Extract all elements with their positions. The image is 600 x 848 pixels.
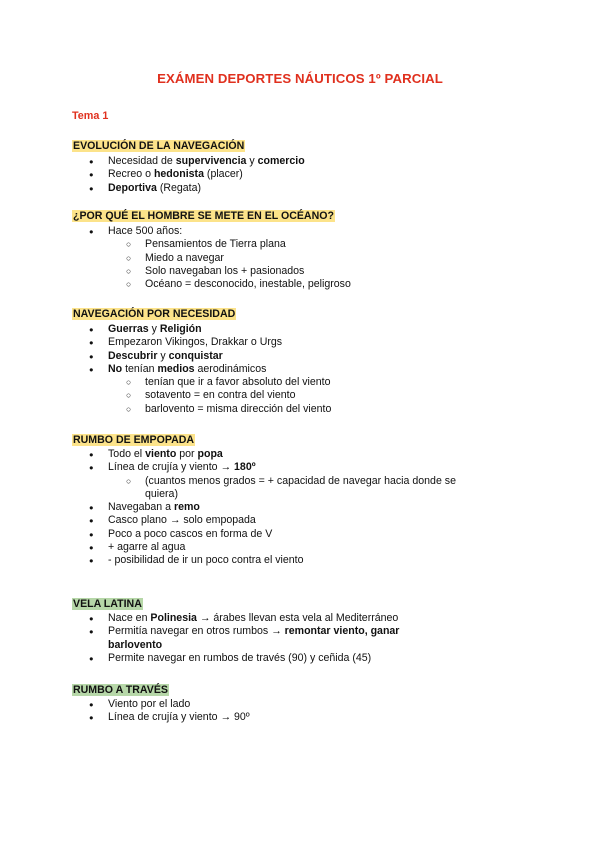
text-span: - posibilidad de ir un poco contra el viento — [108, 554, 304, 567]
list-item — [0, 323, 600, 336]
text-span: Solo navegaban los + pasionados — [145, 264, 305, 277]
text-span: Línea de crujía y viento → 90º — [108, 711, 250, 724]
document-title: EXÁMEN DEPORTES NÁUTICOS 1º PARCIAL — [157, 71, 443, 86]
list-item — [0, 501, 600, 514]
text-span: Viento por el lado — [108, 698, 191, 710]
bold-text: popa — [197, 448, 223, 460]
text-span: Permite navegar en rumbos de través (90) y ceñida (45) — [108, 651, 372, 664]
list-item — [0, 225, 600, 238]
text-span: (cuantos menos grados = + capacidad de navegar hacia donde se quiera) — [145, 474, 456, 500]
text-span: Todo el — [108, 448, 146, 460]
list-item — [0, 182, 600, 195]
bold-text: No — [108, 362, 123, 375]
text-span: Pensamientos de Tierra plana — [145, 238, 286, 251]
list-item — [0, 528, 600, 541]
bold-text: medios — [157, 362, 195, 375]
text-span: sotavento = en contra del viento — [145, 389, 296, 402]
text-span: + agarre al agua — [108, 541, 186, 554]
list-item — [0, 168, 600, 181]
bold-text: Polinesia — [150, 612, 197, 624]
bold-text: supervivencia — [175, 155, 247, 167]
topic-label: Tema 1 — [72, 110, 109, 122]
section-heading: RUMBO DE EMPOPADA — [73, 434, 195, 446]
section-heading: VELA LATINA — [73, 598, 142, 610]
sub-list-item — [0, 403, 600, 416]
bold-text: conquistar — [168, 349, 223, 362]
sub-list-item — [0, 265, 600, 278]
text-span: Hace 500 años: — [108, 225, 183, 237]
section-heading: NAVEGACIÓN POR NECESIDAD — [73, 308, 236, 320]
section-heading: ¿POR QUÉ EL HOMBRE SE METE EN EL OCÉANO? — [73, 210, 334, 222]
text-span: Océano = desconocido, inestable, peligroso — [145, 278, 351, 291]
bold-text: Religión — [159, 323, 202, 335]
section-list — [0, 323, 600, 416]
section-list — [0, 448, 600, 568]
text-span: (Regata) — [156, 181, 202, 194]
bold-text: remontar viento, ganar barlovento — [108, 625, 400, 651]
list-item — [0, 350, 600, 363]
bold-text: Deportiva — [108, 181, 157, 194]
bold-text: Descubrir — [108, 349, 158, 362]
text-span: Recreo o — [108, 168, 154, 181]
text-span: por — [176, 448, 198, 460]
sub-list-item — [0, 376, 600, 389]
text-span: barlovento = misma dirección del viento — [145, 402, 332, 415]
bold-text: 180º — [234, 461, 256, 474]
text-span: Nace en — [108, 612, 151, 624]
text-span: y — [157, 349, 169, 362]
list-item — [0, 448, 600, 461]
list-item — [0, 155, 600, 168]
list-item — [0, 514, 600, 527]
sub-list-item — [0, 252, 600, 265]
list-item — [0, 698, 600, 711]
bold-text: viento — [145, 448, 177, 460]
list-item — [0, 541, 600, 554]
text-span: Permitía navegar en otros rumbos → — [108, 625, 285, 638]
sub-list-item — [0, 238, 600, 251]
list-item — [0, 652, 418, 665]
text-span: → árabes llevan esta vela al Mediterráneo — [196, 612, 399, 624]
section-heading: EVOLUCIÓN DE LA NAVEGACIÓN — [73, 140, 245, 152]
text-span: Casco plano → solo empopada — [108, 514, 256, 527]
list-item — [0, 625, 418, 652]
list-item — [0, 554, 600, 567]
section-list — [0, 225, 600, 291]
text-span: Necesidad de — [108, 155, 176, 167]
section-heading: RUMBO A TRAVÉS — [73, 684, 168, 696]
text-span: (placer) — [203, 168, 243, 181]
bold-text: Guerras — [108, 323, 149, 335]
sub-list-item — [0, 278, 600, 291]
list-item — [0, 336, 600, 349]
text-span: Línea de crujía y viento → — [108, 461, 235, 474]
text-span: Empezaron Vikingos, Drakkar o Urgs — [108, 336, 283, 349]
sub-list-item — [0, 389, 600, 402]
list-item — [0, 461, 600, 474]
list-item — [0, 612, 418, 625]
text-span: y — [148, 323, 160, 335]
bold-text: hedonista — [153, 168, 204, 181]
text-span: Poco a poco cascos en forma de V — [108, 527, 273, 540]
bold-text: comercio — [257, 155, 305, 167]
text-span: Navegaban a — [108, 501, 174, 514]
bold-text: remo — [173, 501, 200, 514]
text-span: y — [246, 155, 258, 167]
list-item — [0, 711, 600, 724]
text-span: aerodinámicos — [194, 362, 267, 375]
text-span: tenían — [122, 362, 158, 375]
text-span: tenían que ir a favor absoluto del viento — [145, 376, 331, 389]
list-item — [0, 363, 600, 376]
text-span: Miedo a navegar — [145, 251, 224, 264]
section-list — [0, 612, 600, 665]
section-list — [0, 698, 600, 725]
section-list — [0, 155, 600, 195]
sub-list-item — [0, 475, 475, 502]
